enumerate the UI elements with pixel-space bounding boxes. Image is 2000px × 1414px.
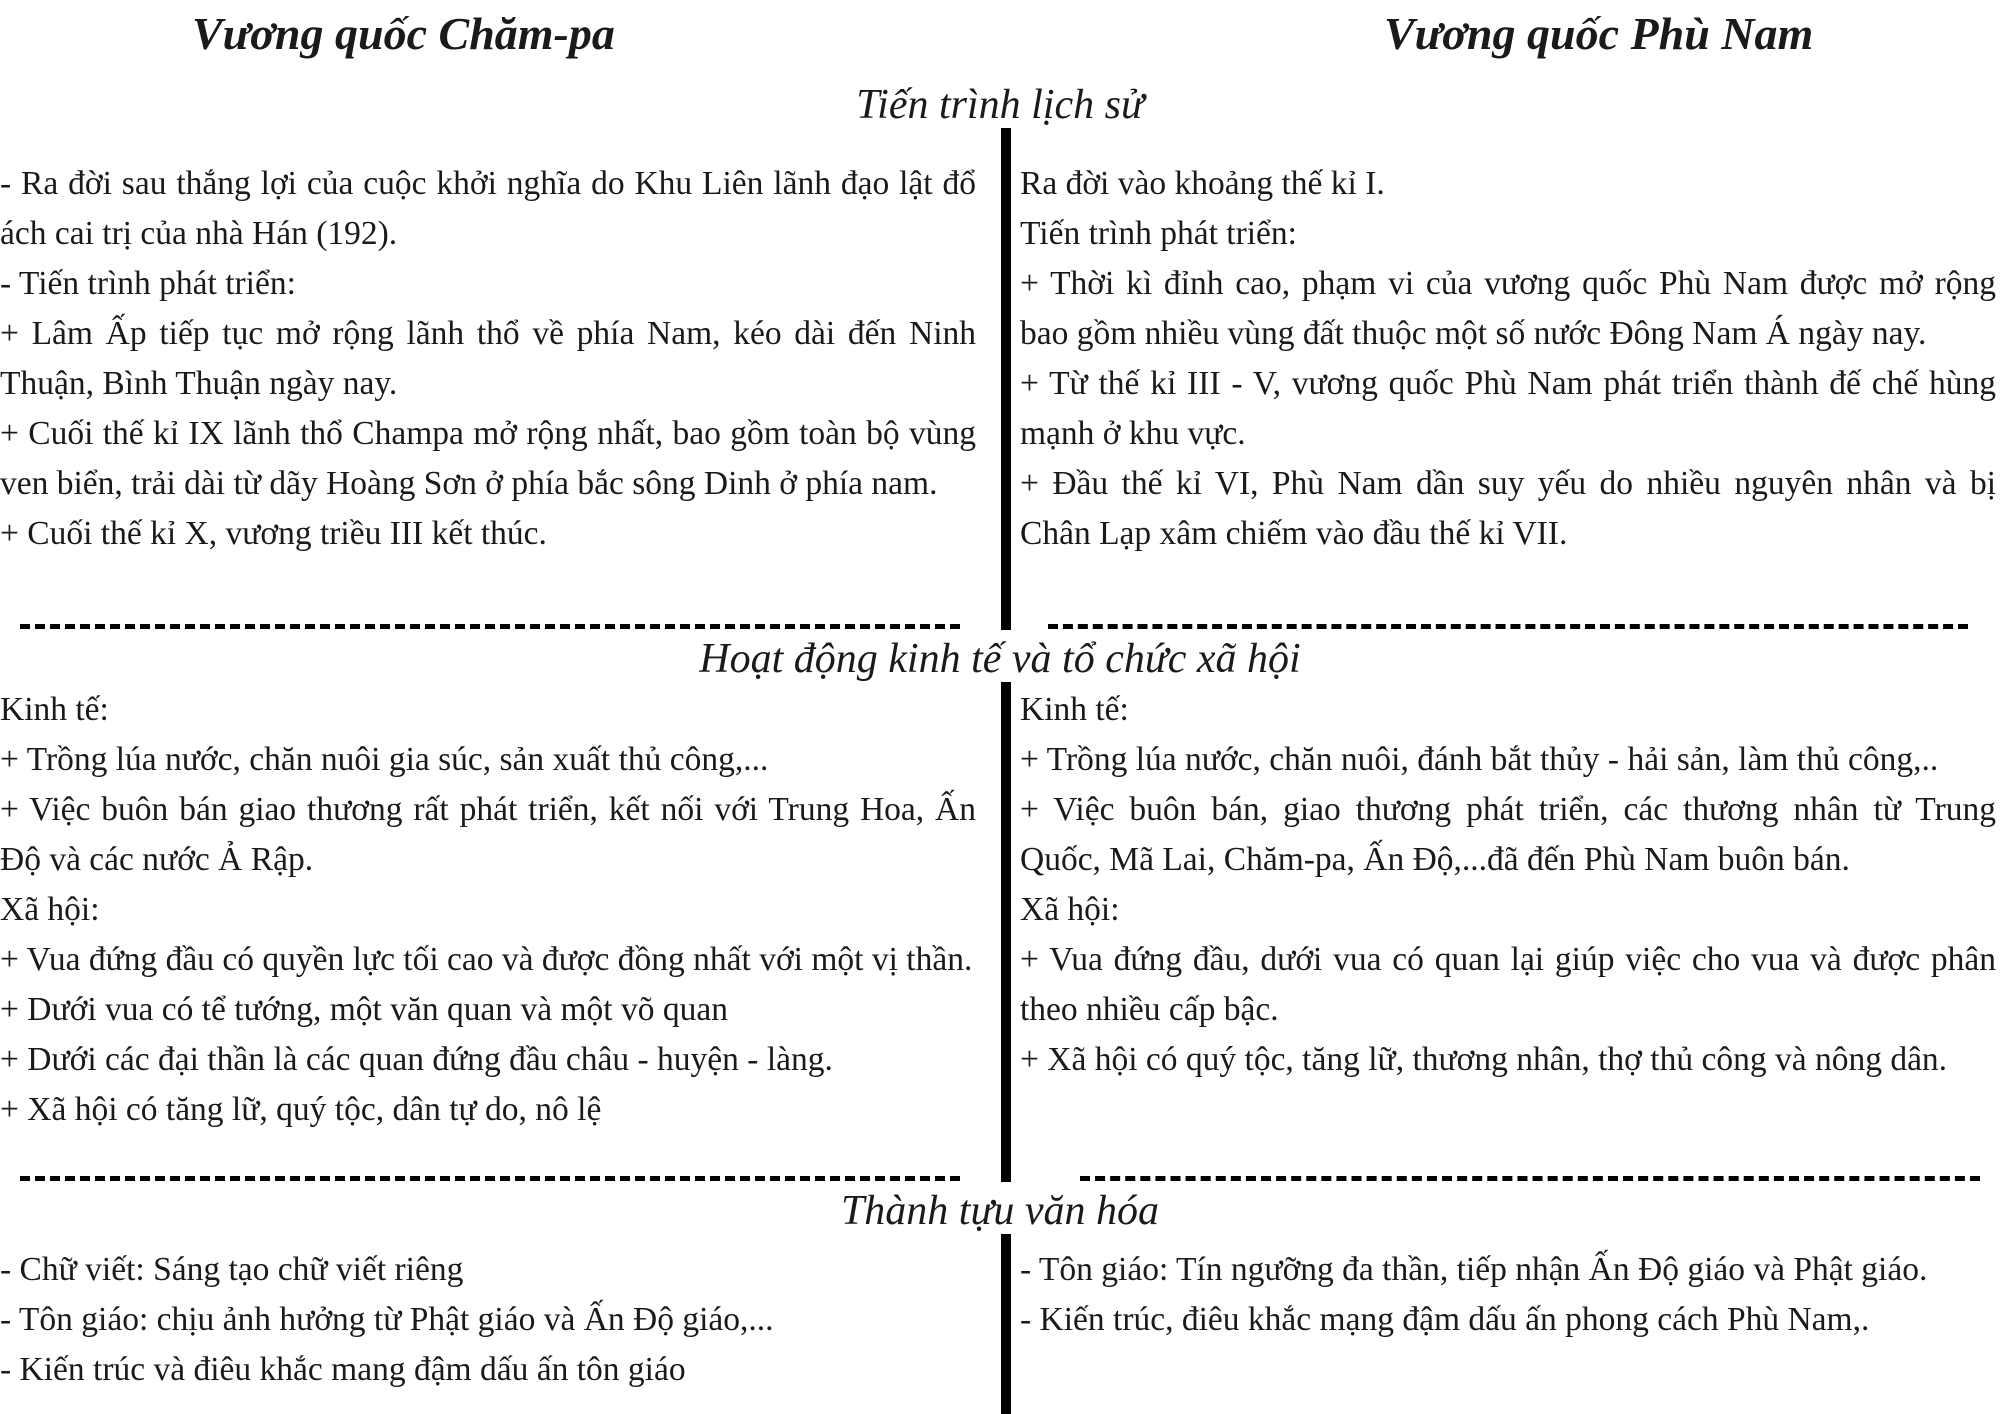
section-heading-economy-society: Hoạt động kinh tế và tổ chức xã hội — [699, 636, 1301, 682]
history-phu-nam — [1020, 159, 1996, 559]
paragraph: - Ra đời sau thắng lợi của cuộc khởi nghĩa do Khu Liên lãnh đạo lật đổ ách cai trị của nhà Hán (192). — [0, 165, 976, 252]
history-cham-pa — [0, 159, 976, 559]
dashed-separator — [1048, 624, 1968, 629]
paragraph: + Việc buôn bán, giao thương phát triển, các thương nhân từ Trung Quốc, Mã Lai, Chăm-pa, Ấn Độ,...đã đến Phù Nam buôn bán. — [1020, 791, 1996, 878]
economy-society-cham-pa — [0, 685, 976, 1135]
paragraph: + Vua đứng đầu, dưới vua có quan lại giúp việc cho vua và được phân theo nhiều cấp bậc. — [1020, 941, 1996, 1028]
culture-cham-pa — [0, 1245, 976, 1395]
economy-society-phu-nam — [1020, 685, 1996, 1085]
paragraph: + Vua đứng đầu có quyền lực tối cao và được đồng nhất với một vị thần. — [0, 941, 973, 978]
title-cham-pa: Vương quốc Chăm-pa — [192, 8, 615, 59]
paragraph: Xã hội: — [1020, 891, 1120, 928]
paragraph: - Tôn giáo: chịu ảnh hưởng từ Phật giáo và Ấn Độ giáo,... — [0, 1301, 774, 1338]
paragraph: + Dưới các đại thần là các quan đứng đầu châu - huyện - làng. — [0, 1041, 833, 1078]
section-heading-culture: Thành tựu văn hóa — [840, 1188, 1160, 1234]
paragraph: + Việc buôn bán giao thương rất phát triển, kết nối với Trung Hoa, Ấn Độ và các nước Ả Rập. — [0, 791, 976, 878]
paragraph: - Chữ viết: Sáng tạo chữ viết riêng — [0, 1251, 464, 1288]
title-phu-nam: Vương quốc Phù Nam — [1384, 8, 1814, 59]
paragraph: + Từ thế kỉ III - V, vương quốc Phù Nam phát triển thành đế chế hùng mạnh ở khu vực. — [1020, 365, 1996, 452]
paragraph: - Kiến trúc và điêu khắc mang đậm dấu ấn tôn giáo — [0, 1351, 686, 1388]
dashed-separator — [1080, 1176, 1980, 1181]
paragraph: + Cuối thế kỉ IX lãnh thổ Champa mở rộng nhất, bao gồm toàn bộ vùng ven biển, trải dài từ dãy Hoàng Sơn ở phía bắc sông Dinh ở phía nam. — [0, 415, 976, 502]
culture-phu-nam — [1020, 1245, 1996, 1345]
paragraph: + Thời kì đỉnh cao, phạm vi của vương quốc Phù Nam được mở rộng bao gồm nhiều vùng đất thuộc một số nước Đông Nam Á ngày nay. — [1020, 265, 1996, 352]
paragraph: - Kiến trúc, điêu khắc mạng đậm dấu ấn phong cách Phù Nam,. — [1020, 1301, 1870, 1338]
paragraph: + Xã hội có tăng lữ, quý tộc, dân tự do, nô lệ — [0, 1091, 602, 1128]
section-heading-history: Tiến trình lịch sử — [856, 82, 1144, 128]
dashed-separator — [20, 624, 960, 629]
paragraph: + Cuối thế kỉ X, vương triều III kết thúc. — [0, 515, 547, 552]
paragraph: + Trồng lúa nước, chăn nuôi, đánh bắt thủy - hải sản, làm thủ công,.. — [1020, 741, 1939, 778]
paragraph: Kinh tế: — [1020, 691, 1129, 728]
paragraph: - Tiến trình phát triển: — [0, 265, 296, 302]
vertical-divider — [1001, 1234, 1011, 1414]
paragraph: Ra đời vào khoảng thế kỉ I. — [1020, 165, 1385, 202]
paragraph: + Lâm Ấp tiếp tục mở rộng lãnh thổ về phía Nam, kéo dài đến Ninh Thuận, Bình Thuận ngày nay. — [0, 315, 976, 402]
paragraph: - Tôn giáo: Tín ngưỡng đa thần, tiếp nhận Ấn Độ giáo và Phật giáo. — [1020, 1251, 1928, 1288]
paragraph: Tiến trình phát triển: — [1020, 215, 1297, 252]
vertical-divider — [1001, 128, 1011, 630]
dashed-separator — [20, 1176, 960, 1181]
paragraph: + Xã hội có quý tộc, tăng lữ, thương nhân, thợ thủ công và nông dân. — [1020, 1041, 1948, 1078]
paragraph: Xã hội: — [0, 891, 100, 928]
paragraph: Kinh tế: — [0, 691, 109, 728]
paragraph: + Dưới vua có tể tướng, một văn quan và một võ quan — [0, 991, 728, 1028]
paragraph: + Trồng lúa nước, chăn nuôi gia súc, sản xuất thủ công,... — [0, 741, 769, 778]
paragraph: + Đầu thế kỉ VI, Phù Nam dần suy yếu do nhiều nguyên nhân và bị Chân Lạp xâm chiếm vào đầu thế kỉ VII. — [1020, 465, 1996, 552]
vertical-divider — [1001, 682, 1011, 1182]
